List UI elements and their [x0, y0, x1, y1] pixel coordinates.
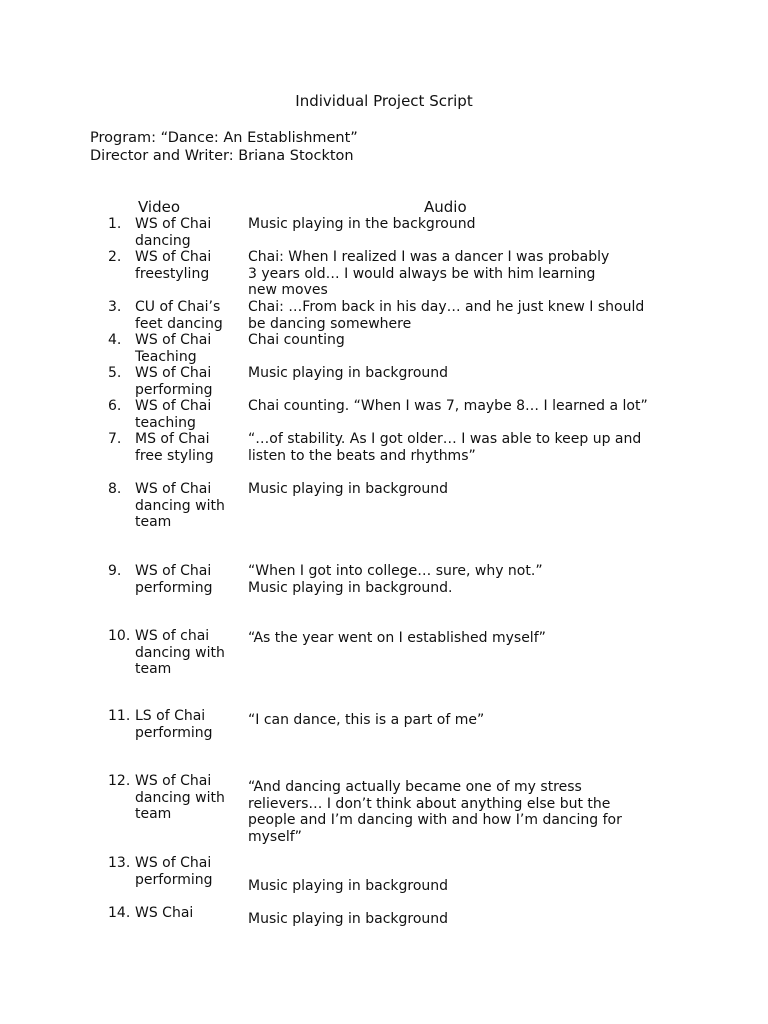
audio-line: Music playing in background. [248, 579, 453, 596]
document-title: Individual Project Script [295, 92, 473, 110]
row-number: 11. [108, 708, 131, 724]
audio-line: “…of stability. As I got older… I was able to keep up and listen to the beats and rhythms” [248, 431, 642, 464]
video-column-header: Video [138, 198, 181, 216]
audio-line: Music playing in background [248, 878, 449, 894]
video-cell: WS of Chai dancing with team [135, 773, 225, 822]
video-cell: CU of Chai’s feet dancing [135, 299, 223, 332]
audio-cell [248, 773, 628, 845]
audio-line: Chai: …From back in his day… and he just knew I should be dancing somewhere [248, 299, 645, 332]
audio-cell [248, 855, 648, 895]
audio-cell [248, 905, 648, 928]
row-number: 6. [108, 398, 122, 414]
row-number: 13. [108, 855, 131, 871]
audio-cell [248, 216, 648, 233]
row-number: 7. [108, 431, 122, 447]
video-cell: WS of Chai performing [135, 855, 213, 888]
row-number: 1. [108, 216, 122, 232]
audio-cell [248, 708, 648, 729]
audio-line: “I can dance, this is a part of me” [248, 712, 485, 728]
row-number: 12. [108, 773, 131, 789]
audio-line: “And dancing actually became one of my stress relievers… I don’t think about anything else but the people and I’m dancing with and how I’m dancing for myself” [248, 779, 622, 845]
program-line: Program: “Dance: An Establishment” [90, 130, 358, 146]
audio-cell [248, 563, 648, 596]
video-cell: WS of Chai performing [135, 365, 213, 398]
audio-cell [248, 332, 648, 349]
audio-line: “When I got into college… sure, why not.” [248, 563, 543, 579]
row-number: 4. [108, 332, 122, 348]
row-number: 14. [108, 905, 131, 921]
audio-line: “As the year went on I established myself” [248, 630, 546, 646]
audio-line: Chai counting [248, 332, 345, 348]
row-number: 2. [108, 249, 122, 265]
director-line: Director and Writer: Briana Stockton [90, 148, 354, 164]
audio-line: Music playing in the background [248, 216, 476, 232]
row-number: 5. [108, 365, 122, 381]
audio-cell [248, 628, 648, 647]
row-number: 3. [108, 299, 122, 315]
video-cell: WS of Chai freestyling [135, 249, 212, 282]
audio-column-header: Audio [424, 198, 467, 216]
video-cell: WS Chai [135, 905, 194, 921]
audio-line: Chai: When I realized I was a dancer I was probably 3 years old… I would always be with him learning new moves [248, 249, 610, 298]
video-cell: WS of chai dancing with team [135, 628, 225, 677]
audio-cell [248, 398, 648, 415]
video-cell: WS of Chai Teaching [135, 332, 212, 365]
row-number: 10. [108, 628, 131, 644]
video-cell: MS of Chai free styling [135, 431, 214, 464]
video-cell: WS of Chai teaching [135, 398, 212, 431]
audio-line: Chai counting. “When I was 7, maybe 8… I learned a lot” [248, 398, 648, 414]
video-cell: WS of Chai dancing [135, 216, 212, 249]
video-cell: LS of Chai performing [135, 708, 213, 741]
row-number: 8. [108, 481, 122, 497]
audio-line: Music playing in background [248, 481, 449, 497]
audio-line: Music playing in background [248, 365, 449, 381]
video-cell: WS of Chai dancing with team [135, 481, 225, 530]
audio-line: Music playing in background [248, 911, 449, 927]
audio-cell [248, 365, 648, 382]
audio-cell [248, 481, 648, 498]
audio-cell [248, 431, 648, 464]
audio-cell [248, 249, 620, 299]
video-cell: WS of Chai performing [135, 563, 213, 596]
row-number: 9. [108, 563, 122, 579]
audio-cell [248, 299, 648, 332]
